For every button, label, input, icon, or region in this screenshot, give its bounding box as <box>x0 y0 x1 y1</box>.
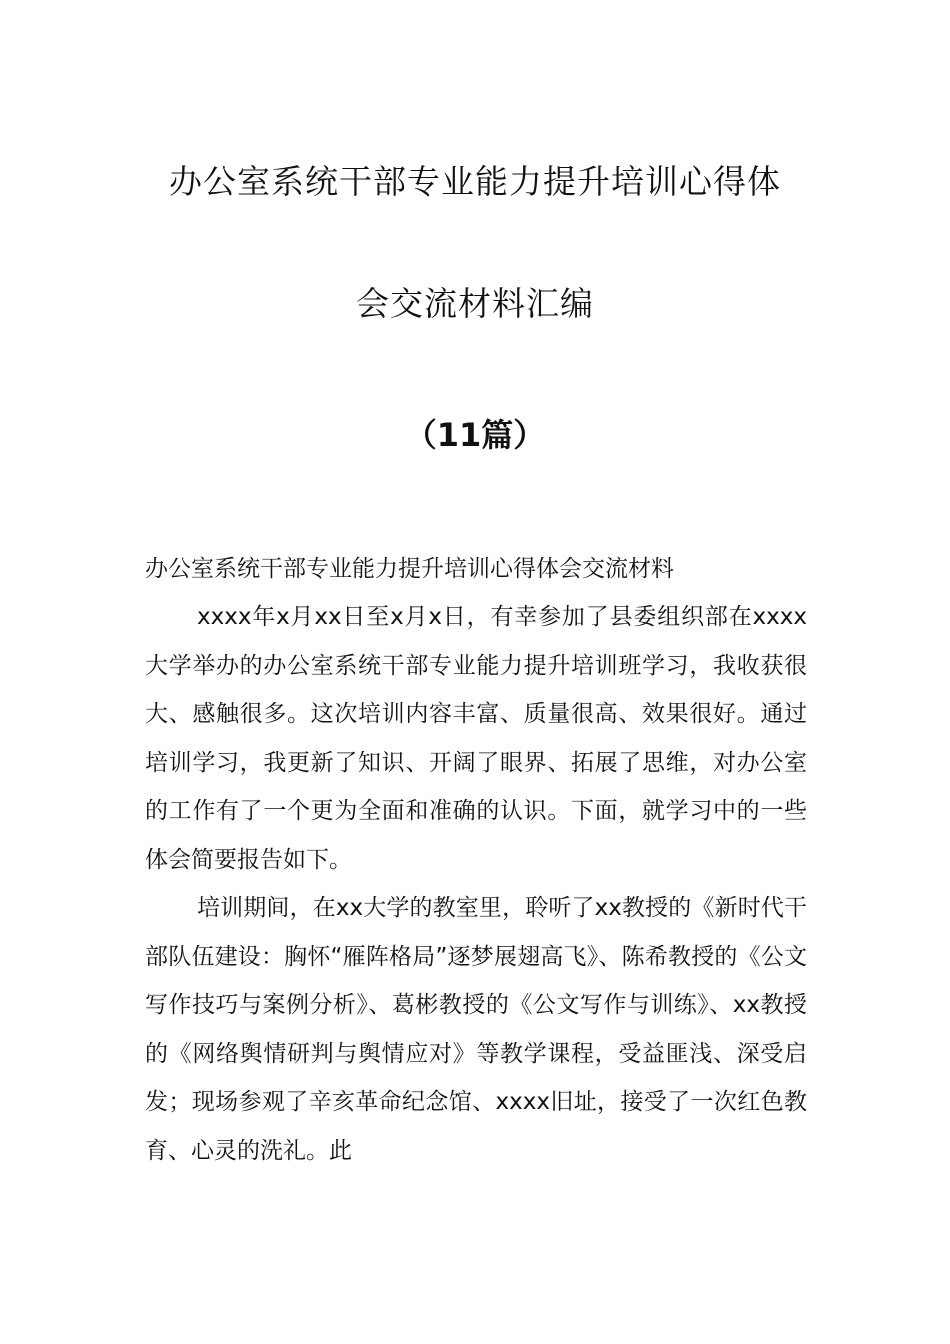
document-title-line-1: 办公室系统干部专业能力提升培训心得体 <box>169 162 781 201</box>
section-heading: 办公室系统干部专业能力提升培训心得体会交流材料 <box>145 556 674 582</box>
article-count: （11篇） <box>404 416 546 454</box>
body-text <box>145 593 807 1175</box>
paragraph: xxxx年x月xx日至x月x日，有幸参加了县委组织部在xxxx大学举办的办公室系统干部专业能力提升培训班学习，我收获很大、感触很多。这次培训内容丰富、质量很高、效果很好。通过培训学习，我更新了知识、开阔了眼界、拓展了思维，对办公室的工作有了一个更为全面和准确的认识。下面，就学习中的一些体会简要报告如下。 <box>145 604 807 873</box>
paragraph: 培训期间，在xx大学的教室里，聆听了xx教授的《新时代干部队伍建设：胸怀“雁阵格局”逐梦展翅高飞》、陈希教授的《公文写作技巧与案例分析》、葛彬教授的《公文写作与训练》、xx教授的《网络舆情研判与舆情应对》等教学课程，受益匪浅、深受启发；现场参观了辛亥革命纪念馆、xxxx旧址，接受了一次红色教育、心灵的洗礼。此 <box>145 895 807 1164</box>
document-title-line-2: 会交流材料汇编 <box>356 284 594 323</box>
